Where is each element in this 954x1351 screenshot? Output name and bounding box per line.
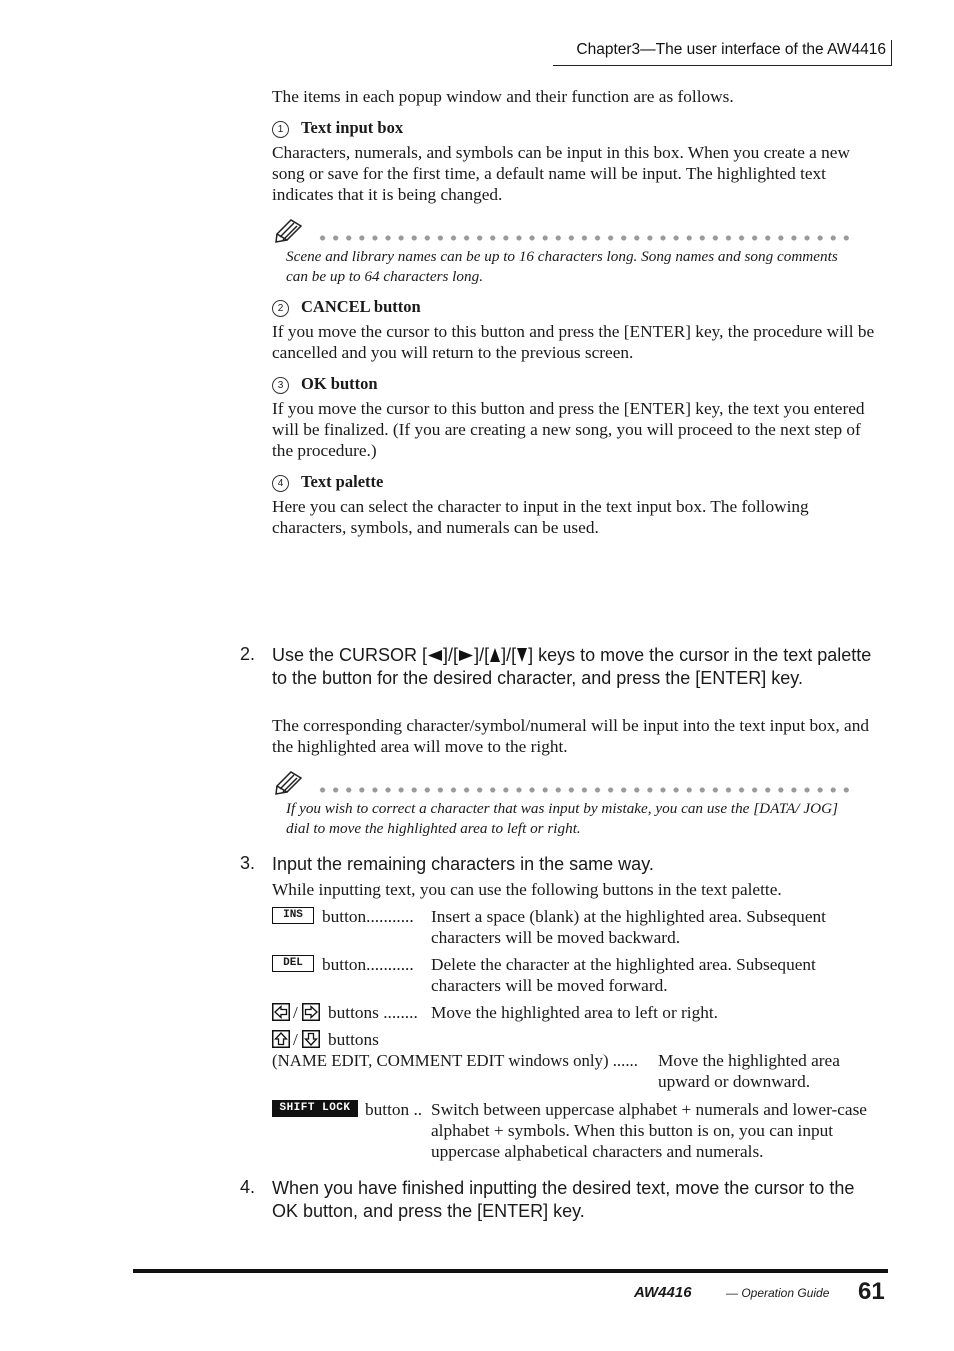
step-3-number: 3.: [240, 853, 256, 873]
step-2-desc: The corresponding character/symbol/numeral will be input into the text input box, and the highlighted area will move to the right.: [272, 716, 870, 756]
lr-separator: /: [293, 1003, 298, 1022]
memo-icon: [274, 768, 306, 798]
step-3-title: Input the remaining characters in the same way.: [272, 854, 654, 874]
intro-text: The items in each popup window and their function are as follows.: [272, 87, 734, 106]
ud-label: buttons: [328, 1030, 379, 1049]
page-number: 61: [858, 1278, 885, 1305]
lr-label: buttons ........: [328, 1003, 418, 1022]
ins-desc: Insert a space (blank) at the highlighted area. Subsequent characters will be moved backward.: [431, 907, 826, 947]
shift-desc: Switch between uppercase alphabet + numerals and lower-case alphabet + symbols. When this button is on, you can input uppercase alphabetical characters and numerals.: [431, 1100, 867, 1161]
ud-desc: Move the highlighted area upward or downward.: [658, 1051, 840, 1091]
del-desc: Delete the character at the highlighted area. Subsequent characters will be moved forward.: [431, 955, 816, 995]
ud-sub: (NAME EDIT, COMMENT EDIT windows only) ......: [272, 1051, 638, 1070]
step-4-title: When you have finished inputting the desired text, move the cursor to the OK button, and press the [ENTER] key.: [272, 1178, 855, 1221]
lr-desc: Move the highlighted area to left or right.: [431, 1003, 718, 1022]
arrow-right-button-icon: [302, 1003, 320, 1021]
step-4-number: 4.: [240, 1177, 256, 1197]
arrow-up-button-icon: [272, 1030, 290, 1048]
ud-separator: /: [293, 1030, 298, 1049]
ins-button-icon: INS: [272, 907, 314, 924]
item-title-2: 2 CANCEL button: [272, 297, 884, 317]
item-text-4: Here you can select the character to input in the text input box. The following characters, symbols, and numerals can be used.: [272, 497, 809, 537]
memo-icon: [274, 216, 306, 246]
item-title-4: 4 Text palette: [272, 472, 884, 492]
item-title-1: 1 Text input box: [272, 118, 884, 138]
arrow-down-button-icon: [302, 1030, 320, 1048]
cursor-left-icon: [427, 649, 443, 662]
step-3-desc: While inputting text, you can use the following buttons in the text palette.: [272, 880, 782, 899]
cursor-down-icon: [516, 647, 528, 663]
arrow-left-button-icon: [272, 1003, 290, 1021]
item-title-3: 3 OK button: [272, 374, 884, 394]
note-2: If you wish to correct a character that was input by mistake, you can use the [DATA/ JOG] dial to move the highlighted area to left or right.: [286, 800, 839, 837]
chapter-header: Chapter3—The user interface of the AW4416: [576, 41, 886, 58]
note-divider: [316, 787, 856, 793]
del-label: button...........: [322, 955, 414, 974]
del-button-icon: DEL: [272, 955, 314, 972]
step-2-title: Use the CURSOR [ ]/[ ]/[ ]/[ ] keys to move the cursor in the text palette to the button for the desired character, and press the [ENTER] key.: [272, 645, 872, 688]
footer-rule: [133, 1269, 888, 1273]
item-text-1: Characters, numerals, and symbols can be input in this box. When you create a new song or save for the first time, a default name will be input. The highlighted text indicates that it is being changed.: [272, 143, 850, 204]
item-text-3: If you move the cursor to this button and press the [ENTER] key, the text you entered will be finalized. (If you are creating a new song, you will proceed to the next step of the procedure.): [272, 399, 865, 460]
aw4416-logo: AW4416: [634, 1284, 692, 1301]
item-text-2: If you move the cursor to this button and press the [ENTER] key, the procedure will be cancelled and you will return to the previous screen.: [272, 322, 875, 362]
step-2-number: 2.: [240, 644, 256, 664]
operation-guide-label: — Operation Guide: [726, 1286, 830, 1300]
cursor-up-icon: [489, 647, 501, 663]
cursor-right-icon: [458, 649, 474, 662]
shift-lock-button-icon: SHIFT LOCK: [272, 1100, 358, 1117]
shift-label: button ..: [365, 1100, 423, 1119]
ins-label: button...........: [322, 907, 414, 926]
note-divider: [316, 235, 856, 241]
note-1: Scene and library names can be up to 16 characters long. Song names and song comments can be up to 64 characters long.: [286, 248, 838, 285]
